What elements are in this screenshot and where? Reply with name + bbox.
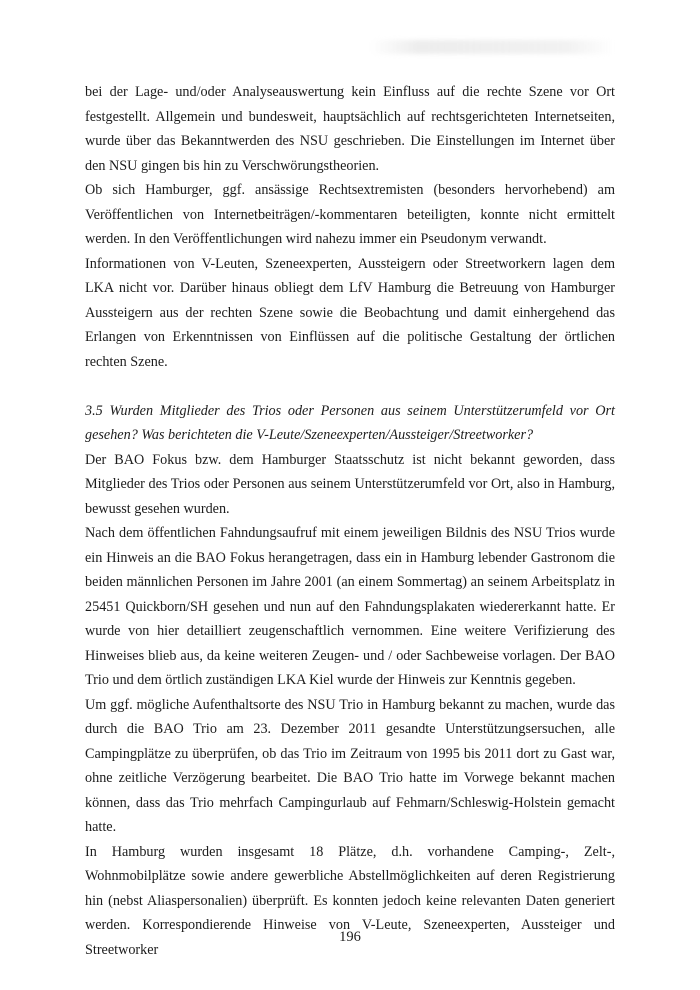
paragraph: bei der Lage- und/oder Analyseauswertung kein Einfluss auf die rechte Szene vor Ort festgestellt. Allgemein und bundesweit, hauptsächlich auf rechtsgerichteten Internetseiten, wurde über das Bekanntwerden des NSU geschrieben. Die Einstellungen im Internet über den NSU gingen bis hin zu Verschwörungstheorien. bbox=[85, 84, 615, 174]
document-body bbox=[85, 80, 615, 962]
page-number: 196 bbox=[339, 929, 361, 945]
blank-line bbox=[85, 374, 615, 399]
paragraph: Ob sich Hamburger, ggf. ansässige Rechtsextremisten (besonders hervorhebend) am Veröffentlichen von Internetbeiträgen/-kommentaren beteiligten, konnte nicht ermittelt werden. In den Veröffentlichungen wird nahezu immer ein Pseudonym verwandt. bbox=[85, 182, 615, 247]
faded-header bbox=[370, 40, 615, 54]
paragraph: In Hamburg wurden insgesamt 18 Plätze, d.h. vorhandene Camping-, Zelt-, Wohnmobilplätze sowie andere gewerbliche Abstellmöglichkeiten auf deren Registrierung hin (nebst Aliaspersonalien) überprüft. Es konnten jedoch keine relevanten Daten generiert werden. Korrespondierende Hinweise von V-Leute, Szeneexperten, Aussteiger und Streetworker bbox=[85, 843, 615, 958]
paragraph: Nach dem öffentlichen Fahndungsaufruf mit einem jeweiligen Bildnis des NSU Trios wurde ein Hinweis an die BAO Fokus herangetragen, dass ein in Hamburg lebender Gastronom die beiden männlichen Personen im Jahre 2001 (an einem Sommertag) an seinem Arbeitsplatz in 25451 Quickborn/SH gesehen und nun auf den Fahndungsplakaten wiedererkannt hatte. Er wurde von hier detailliert zeugenschaftlich vernommen. Eine weitere Verifizierung des Hinweises blieb aus, da keine weiteren Zeugen- und / oder Sachbeweise vorlagen. Der BAO Trio und dem örtlich zuständigen LKA Kiel wurde der Hinweis zur Kenntnis gegeben. bbox=[85, 525, 615, 688]
paragraph: Der BAO Fokus bzw. dem Hamburger Staatsschutz ist nicht bekannt geworden, dass Mitglieder des Trios oder Personen aus seinem Unterstützerumfeld vor Ort, also in Hamburg, bewusst gesehen wurden. bbox=[85, 451, 615, 517]
section-heading: 3.5 Wurden Mitglieder des Trios oder Personen aus seinem Unterstützerumfeld vor Ort gesehen? Was berichteten die V-Leute/Szeneexperten/Aussteiger/Streetworker? bbox=[85, 402, 615, 443]
paragraph: Um ggf. mögliche Aufenthaltsorte des NSU Trio in Hamburg bekannt zu machen, wurde das durch die BAO Trio am 23. Dezember 2011 gesandte Unterstützungsersuchen, alle Campingplätze zu überprüfen, ob das Trio im Zeitraum von 1995 bis 2011 dort zu Gast war, ohne zeitliche Verzögerung bearbeitet. Die BAO Trio hatte im Vorwege bekannt machen können, dass das Trio mehrfach Campingurlaub auf Fehmarn/Schleswig-Holstein gemacht hatte. bbox=[85, 696, 615, 835]
paragraph: Informationen von V-Leuten, Szeneexperten, Aussteigern oder Streetworkern lagen dem LKA nicht vor. Darüber hinaus obliegt dem LfV Hamburg die Betreuung von Hamburger Aussteigern aus der rechten Szene sowie die Beobachtung und damit einhergehend das Erlangen von Erkenntnissen von Einflüssen auf die politische Gestaltung der örtlichen rechten Szene. bbox=[85, 255, 615, 370]
